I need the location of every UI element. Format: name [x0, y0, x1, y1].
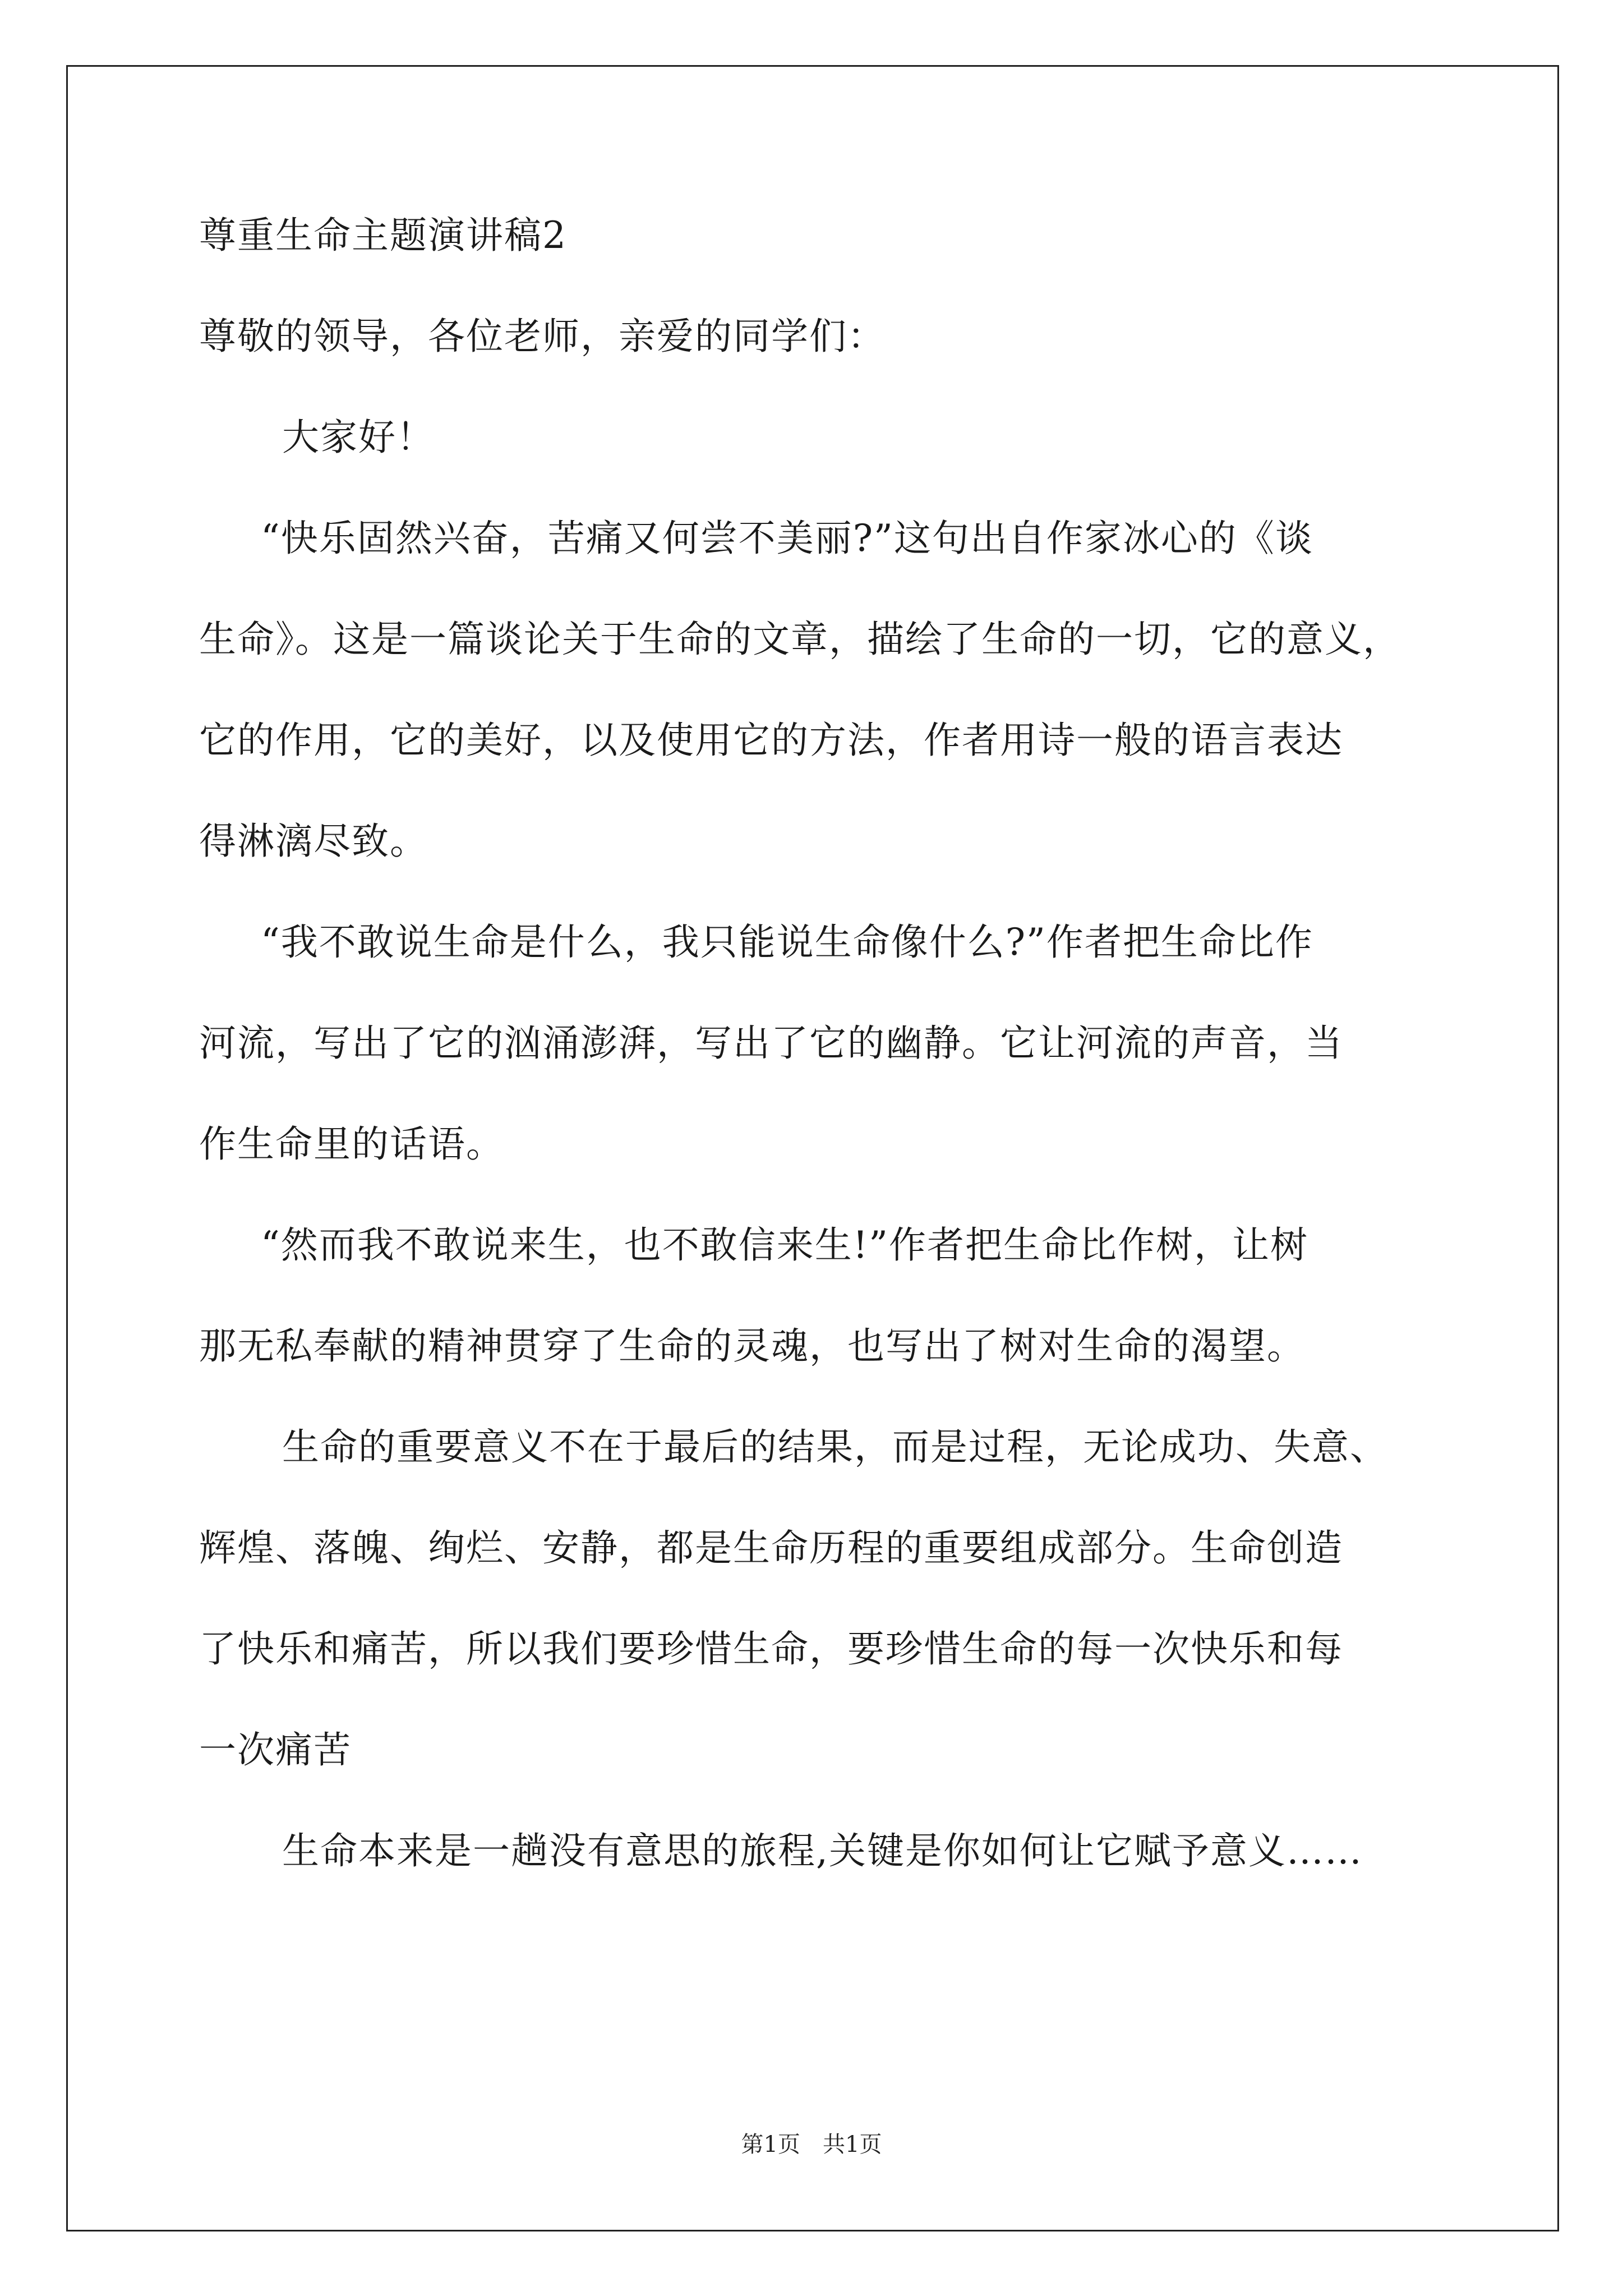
salutation: 尊敬的领导，各位老师，亲爱的同学们：	[199, 315, 886, 358]
paragraph-1-line-1: “快乐固然兴奋，苦痛又何尝不美丽?”这句出自作家冰心的《谈	[261, 517, 1313, 560]
paragraph-4-line-1: 生命的重要意义不在于最后的结果，而是过程，无论成功、失意、	[282, 1425, 1388, 1469]
paragraph-1-line-4: 得淋漓尽致。	[199, 820, 428, 863]
page-footer	[0, 2131, 1623, 2159]
paragraph-5-line-1: 生命本来是一趟没有意思的旅程,关键是你如何让它赋予意义……	[282, 1829, 1363, 1872]
paragraph-1-line-3: 它的作用，它的美好，以及使用它的方法，作者用诗一般的语言表达	[199, 719, 1343, 762]
paragraph-2-line-2: 河流，写出了它的汹涌澎湃，写出了它的幽静。它让河流的声音，当	[199, 1022, 1343, 1065]
paragraph-2-line-3: 作生命里的话语。	[199, 1122, 504, 1166]
page-total: 共1页	[823, 2132, 882, 2157]
paragraph-4-line-2: 辉煌、落魄、绚烂、安静，都是生命历程的重要组成部分。生命创造	[199, 1526, 1343, 1570]
document-title: 尊重生命主题演讲稿2	[199, 214, 567, 257]
paragraph-3-line-2: 那无私奉献的精神贯穿了生命的灵魂，也写出了树对生命的渴望。	[199, 1324, 1305, 1368]
paragraph-4-line-3: 了快乐和痛苦，所以我们要珍惜生命，要珍惜生命的每一次快乐和每	[199, 1627, 1343, 1671]
greeting: 大家好！	[282, 416, 435, 459]
paragraph-1-line-2: 生命》。这是一篇谈论关于生命的文章，描绘了生命的一切，它的意义，	[199, 618, 1401, 661]
paragraph-4-line-4: 一次痛苦	[199, 1728, 352, 1772]
paragraph-2-line-1: “我不敢说生命是什么，我只能说生命像什么?”作者把生命比作	[261, 921, 1313, 964]
paragraph-3-line-1: “然而我不敢说来生，也不敢信来生!”作者把生命比作树，让树	[261, 1223, 1309, 1267]
page-number: 第1页	[741, 2132, 800, 2157]
